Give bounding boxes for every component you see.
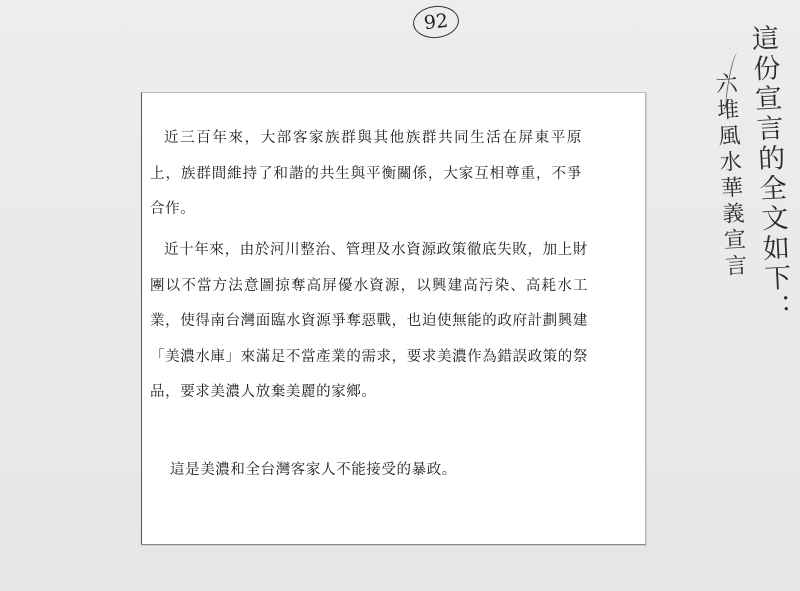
pasted-document-sheet: [141, 92, 646, 545]
paragraph-third: 這是美濃和全台灣客家人不能接受的暴政。: [170, 462, 457, 478]
handwritten-note-line-2: 六堆風水華義宣言: [711, 71, 748, 281]
handwritten-note-line-1: 這份宣言的全文如下：: [746, 23, 793, 325]
paragraph-second: 近十年來，由於河川整治、管理及水資源政策徹底失敗，加上財團以不當方法意圖掠奪高屏優水資源，以興建高污染、高耗水工業，使得南台灣面臨水資源爭奪惡戰，也迫使無能的政府計劃興建「美濃水庫」來滿足不當產業的需求，要求美濃作為錯誤政策的祭品，要求美濃人放棄美麗的家鄉。: [150, 242, 588, 400]
paragraph-first: 近三百年來，大部客家族群與其他族群共同生活在屏東平原上，族群間維持了和諧的共生與平衡關係，大家互相尊重，不爭合作。: [150, 130, 582, 217]
page-number-text: 92: [422, 9, 450, 35]
